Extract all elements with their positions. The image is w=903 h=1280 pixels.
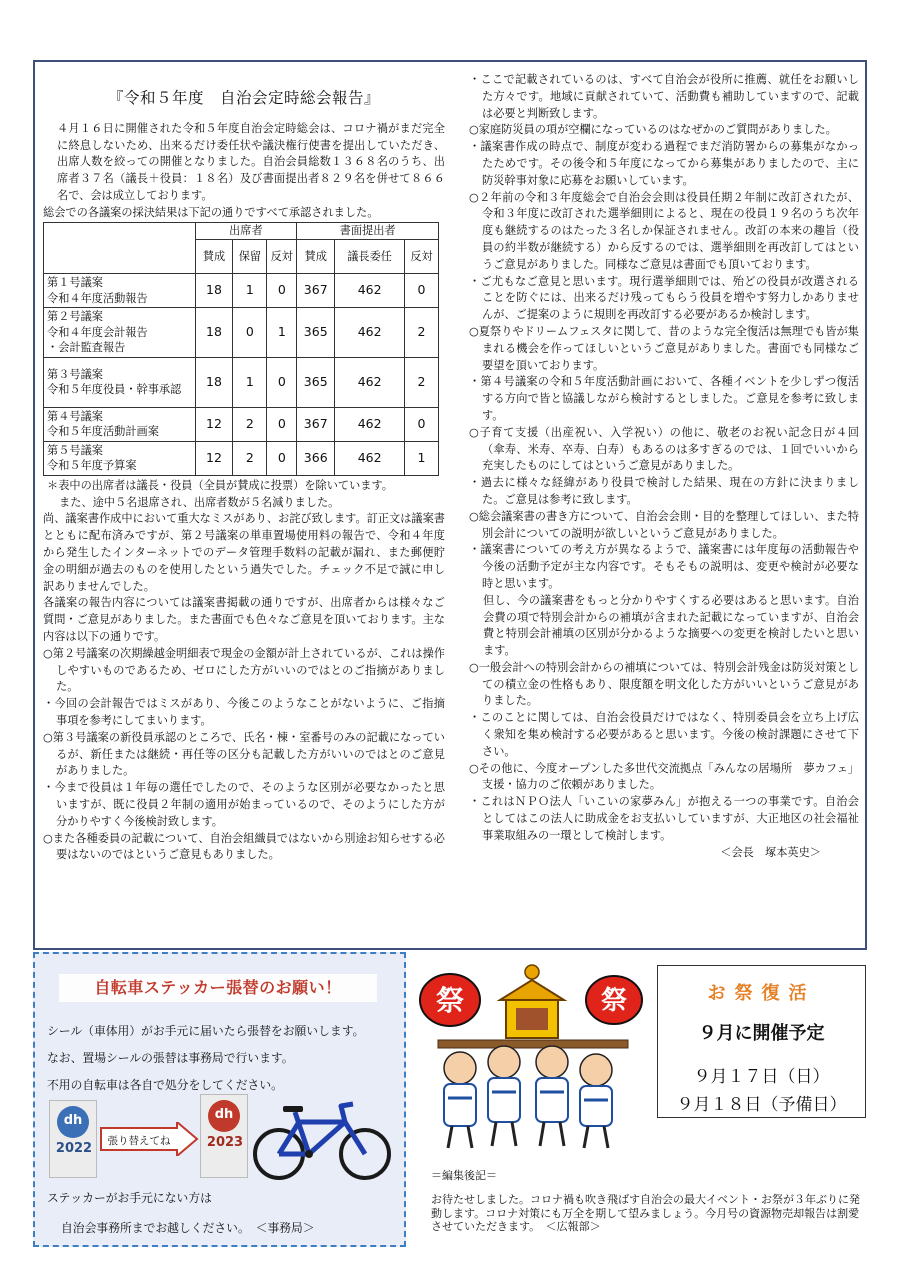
vote-results-table <box>43 222 439 476</box>
bicycle-icon <box>253 1094 393 1184</box>
opinion-item: ・今まで役員は１年毎の選任でしたので、そのような区別が必要なかったと思いますが、既に役員２年制の適用が始まっているので、そのようにした方が分かりやすく今後検討致します。 <box>43 781 445 828</box>
vote-count: 365 <box>297 357 335 407</box>
vote-count: 18 <box>195 357 233 407</box>
sticker-line: ステッカーがお手元にない方は <box>47 1191 212 1205</box>
vote-count: 0 <box>233 308 267 358</box>
arrow-label: 張り替えてね <box>107 1135 171 1147</box>
table-row <box>44 274 439 308</box>
right-opinion-list <box>469 72 859 845</box>
vote-count: 2 <box>233 441 267 475</box>
dh-logo-icon: dh <box>208 1100 240 1132</box>
sticker-2022-image <box>49 1100 97 1178</box>
vote-count: 367 <box>297 407 335 441</box>
vote-count: 0 <box>405 274 439 308</box>
opinion-item: ○また各種委員の記載について、自治会組織員ではないから別途お知らせする必要はないのではというご意見もありました。 <box>43 831 445 862</box>
report-title: 『令和５年度 自治会定時総会報告』 <box>107 89 380 107</box>
subheader-cell: 賛成 <box>195 240 233 274</box>
header-written: 書面提出者 <box>297 222 439 240</box>
opinion-item: ・ここで記載されているのは、すべて自治会が役所に推薦、就任をお願いした方々です。地域に貢献されていて、活動費も補助していますので、記載は必要と判断致します。 <box>469 73 859 120</box>
report-left-column <box>43 90 445 864</box>
sticker-line: シール（車体用）がお手元に届いたら張替をお願いします。 <box>47 1024 365 1038</box>
opinion-item: ○２年前の令和３年度総会で自治会会則は役員任期２年制に改訂されたが、令和３年度に改訂された選挙細則によると、現在の役員１９名のうち次年度も継続するのはたった３名しか保証されません。改訂の本来の趣旨（役員の約半数が継続する）から反するのでは、選挙細則を再改訂してはというご意見がありました。同様なご意見は書面でも頂いております。 <box>469 190 859 271</box>
table-note: ＊表中の出席者は議長・役員（全員が賛成に投票）を除いています。 <box>47 478 393 492</box>
sticker-year-new: 2023 <box>206 1135 244 1150</box>
vote-count: 0 <box>405 407 439 441</box>
sticker-line: 自治会事務所までお越しください。 ＜事務局＞ <box>61 1221 315 1235</box>
editor-note-title: ＝編集後記＝ <box>431 1169 497 1182</box>
report-intro-result: 総会での各議案の採決結果は下記の通りですべて承認されました。 <box>43 205 379 219</box>
swap-arrow-icon <box>99 1122 199 1156</box>
vote-count: 462 <box>335 357 405 407</box>
vote-count: 12 <box>195 407 233 441</box>
sticker-line: なお、置場シールの張替は事務局で行います。 <box>47 1051 294 1065</box>
editor-note-text: お待たせしました。コロナ禍も吹き飛ばす自治会の最大イベント・お祭が３年ぶりに発動します。コロナ対策にも万全を期して望みましょう。今月号の資源物売却報告は割愛させていただきます。 ＜広報部＞ <box>431 1193 860 1233</box>
left-opinion-list <box>43 646 445 864</box>
opinion-item: ○夏祭りやドリームフェスタに関して、昔のような完全復活は無理でも皆が集まれる機会を作ってほしいというご意見がありました。書面でも同様なご要望を頂いております。 <box>469 324 859 372</box>
opinion-item: ○第３号議案の新役員承認のところで、氏名・棟・室番号のみの記載になっているが、新任または継続・再任等の区分も記載した方がいいのではとのご意見がありました。 <box>43 730 445 778</box>
opinion-item: ・議案書作成の時点で、制度が変わる過程でまだ消防署からの募集がなかったためです。その後令和５年度になってから募集がありましたので、主に防災幹事対象に応募をお願いしています。 <box>469 140 859 187</box>
agenda-name: 第４号議案 令和５年度活動計画案 <box>44 407 196 441</box>
vote-count: 18 <box>195 308 233 358</box>
vote-count: 1 <box>233 274 267 308</box>
sticker-line: 不用の自転車は各自で処分をしてください。 <box>47 1078 283 1092</box>
banner-text: 祭 <box>600 986 628 1016</box>
opinion-item: ・議案書についての考え方が異なるようで、議案書には年度毎の活動報告や今後の活動予定が主な内容です。そもそもの説明は、変更や検討が必要な時と思います。 <box>469 543 859 590</box>
vote-count: 367 <box>297 274 335 308</box>
agenda-name: 第５号議案 令和５年度予算案 <box>44 441 196 475</box>
sticker-2023-image <box>200 1094 248 1178</box>
opinion-item: 但し、今の議案書をもっと分かりやすくする必要はあると思います。自治会費の項で特別会計からの補填が含まれた記載になっていますが、自治会費と特別会計補填の区別が分かるような摘要への変更を検討したいと思います。 <box>483 593 859 658</box>
vote-count: 0 <box>267 357 297 407</box>
opinion-item: ○その他に、今度オープンした多世代交流拠点「みんなの居場所 夢カフェ」支援・協力のご依頼がありました。 <box>469 761 859 792</box>
agenda-name: 第２号議案 令和４年度会計報告 ・会計監査報告 <box>44 308 196 358</box>
bicycle-sticker-notice <box>33 952 406 1247</box>
vote-count: 2 <box>405 308 439 358</box>
vote-count: 1 <box>405 441 439 475</box>
subheader-cell: 反対 <box>267 240 297 274</box>
table-row <box>44 407 439 441</box>
sticker-year-old: 2022 <box>55 1141 93 1156</box>
vote-count: 366 <box>297 441 335 475</box>
agenda-name: 第１号議案 令和４年度活動報告 <box>44 274 196 308</box>
opinion-item: ・第４号議案の令和５年度活動計画において、各種イベントを少しずつ復活する方向で皆と協議しながら検討するとしました。ご意見を参考に致します。 <box>469 375 859 422</box>
opinion-item: ・今回の会計報告ではミスがあり、今後このようなことがないように、ご指摘事項を参考にしてまいります。 <box>43 697 445 728</box>
festival-announcement <box>657 965 866 1118</box>
opinion-item: ○家庭防災員の項が空欄になっているのはなぜかのご質問がありました。 <box>469 123 837 137</box>
opinion-item: ○総会議案書の書き方について、自治会会則・目的を整理してほしい、また特別会計についての説明が欲しいというご意見がありました。 <box>469 509 859 540</box>
meeting-report-frame <box>33 60 867 950</box>
subheader-cell: 議長委任 <box>335 240 405 274</box>
opinion-item: ・ご尤もなご意見と思います。現行選挙細則では、殆どの役員が改選されることを防ぐには、出来るだけ残ってもらう役員を増やす努力しかありませんが、ご提案のように規則を再改訂する必要があるか検討します。 <box>469 274 859 322</box>
dh-logo-icon: dh <box>57 1106 89 1138</box>
vote-count: 2 <box>405 357 439 407</box>
report-intro: ４月１６日に開催された令和５年度自治会定時総会は、コロナ禍がまだ完全に終息しないため、出来るだけ委任状や議決権行使書を提出していただき、出席人数を絞っての開催となりました。自治会員総数１３６８名のうち、出席者３７名（議長＋役員：１８名）及び書面提出者８２９名を併せて８６６名で、会は成立しております。 <box>57 121 445 202</box>
vote-count: 462 <box>335 274 405 308</box>
vote-count: 1 <box>233 357 267 407</box>
table-row <box>44 308 439 358</box>
festival-date: ９月１７日（日） <box>693 1067 830 1087</box>
festival-illustration <box>418 958 646 1154</box>
vote-count: 0 <box>267 407 297 441</box>
festival-date: ９月１８日（予備日） <box>676 1095 847 1115</box>
error-apology: 尚、議案書作成中において重大なミスがあり、お詫び致します。訂正文は議案書とともに配布済みですが、第２号議案の単車置場使用料の報告で、令和４年度から発生したインターネットでのデータ管理手数料の記載が漏れ、また郵便貯金の明細が過去のものを使用したという過失でした。チェック不足で誠に申し訳ありませんでした。 <box>43 512 445 593</box>
vote-count: 2 <box>233 407 267 441</box>
agenda-name: 第３号議案 令和５年度役員・幹事承認 <box>44 357 196 407</box>
opinion-item: ・このことに関しては、自治会役員だけではなく、特別委員会を立ち上げ広く衆知を集め検討する必要があると思います。今後の検討課題にさせて下さい。 <box>469 711 859 758</box>
vote-count: 462 <box>335 407 405 441</box>
vote-count: 0 <box>267 274 297 308</box>
header-attendees: 出席者 <box>195 222 297 240</box>
vote-count: 1 <box>267 308 297 358</box>
table-note: また、途中５名退席され、出席者数が５名減りました。 <box>59 495 340 509</box>
banner-text: 祭 <box>435 984 465 1017</box>
opinion-item: ・過去に様々な経緯があり役員で検討した結果、現在の方針に決まりました。ご意見は参考に致します。 <box>469 476 859 506</box>
vote-count: 18 <box>195 274 233 308</box>
table-row <box>44 441 439 475</box>
subheader-cell: 保留 <box>233 240 267 274</box>
opinions-intro: 各議案の報告内容については議案書掲載の通りですが、出席者からは様々なご質問・ご意見がありました。また書面でも色々なご意見を頂いております。主な内容は以下の通りです。 <box>43 596 445 644</box>
sticker-title: 自転車ステッカー張替のお願い！ <box>59 974 377 1002</box>
vote-count: 365 <box>297 308 335 358</box>
subheader-cell: 反対 <box>405 240 439 274</box>
opinion-item: ○一般会計への特別会計からの補填については、特別会計残金は防災対策としての積立金の性格もあり、限度額を明文化した方がいいというご意見がありました。 <box>469 660 859 708</box>
subheader-cell: 賛成 <box>297 240 335 274</box>
festival-title: お祭復活 <box>707 983 816 1004</box>
report-right-column <box>469 72 859 861</box>
opinion-item: ○子育て支援（出産祝い、入学祝い）の他に、敬老のお祝い記念日が４回（傘寿、米寿、卒寿、白寿）もあるのは多すぎるのでは、１回でいいから充実したものにしてはというご意見がありました。 <box>469 425 859 473</box>
vote-count: 0 <box>267 441 297 475</box>
opinion-item: ○第２号議案の次期繰越金明細表で現金の金額が計上されているが、これは操作しやすいものであるため、ゼロにした方がいいのではとのご指摘がありました。 <box>43 646 445 694</box>
vote-count: 462 <box>335 308 405 358</box>
vote-table-body <box>44 274 439 476</box>
festival-subtitle: ９月に開催予定 <box>698 1023 825 1044</box>
opinion-item: ・これはＮＰＯ法人「いこいの家夢みん」が抱える一つの事業です。自治会としてはこの法人に助成金をお支払いしていますが、大正地区の社会福祉事業取組みの一環として検討します。 <box>469 795 859 842</box>
signature: ＜会長 塚本英史＞ <box>720 845 821 859</box>
table-row <box>44 357 439 407</box>
vote-count: 12 <box>195 441 233 475</box>
vote-count: 462 <box>335 441 405 475</box>
